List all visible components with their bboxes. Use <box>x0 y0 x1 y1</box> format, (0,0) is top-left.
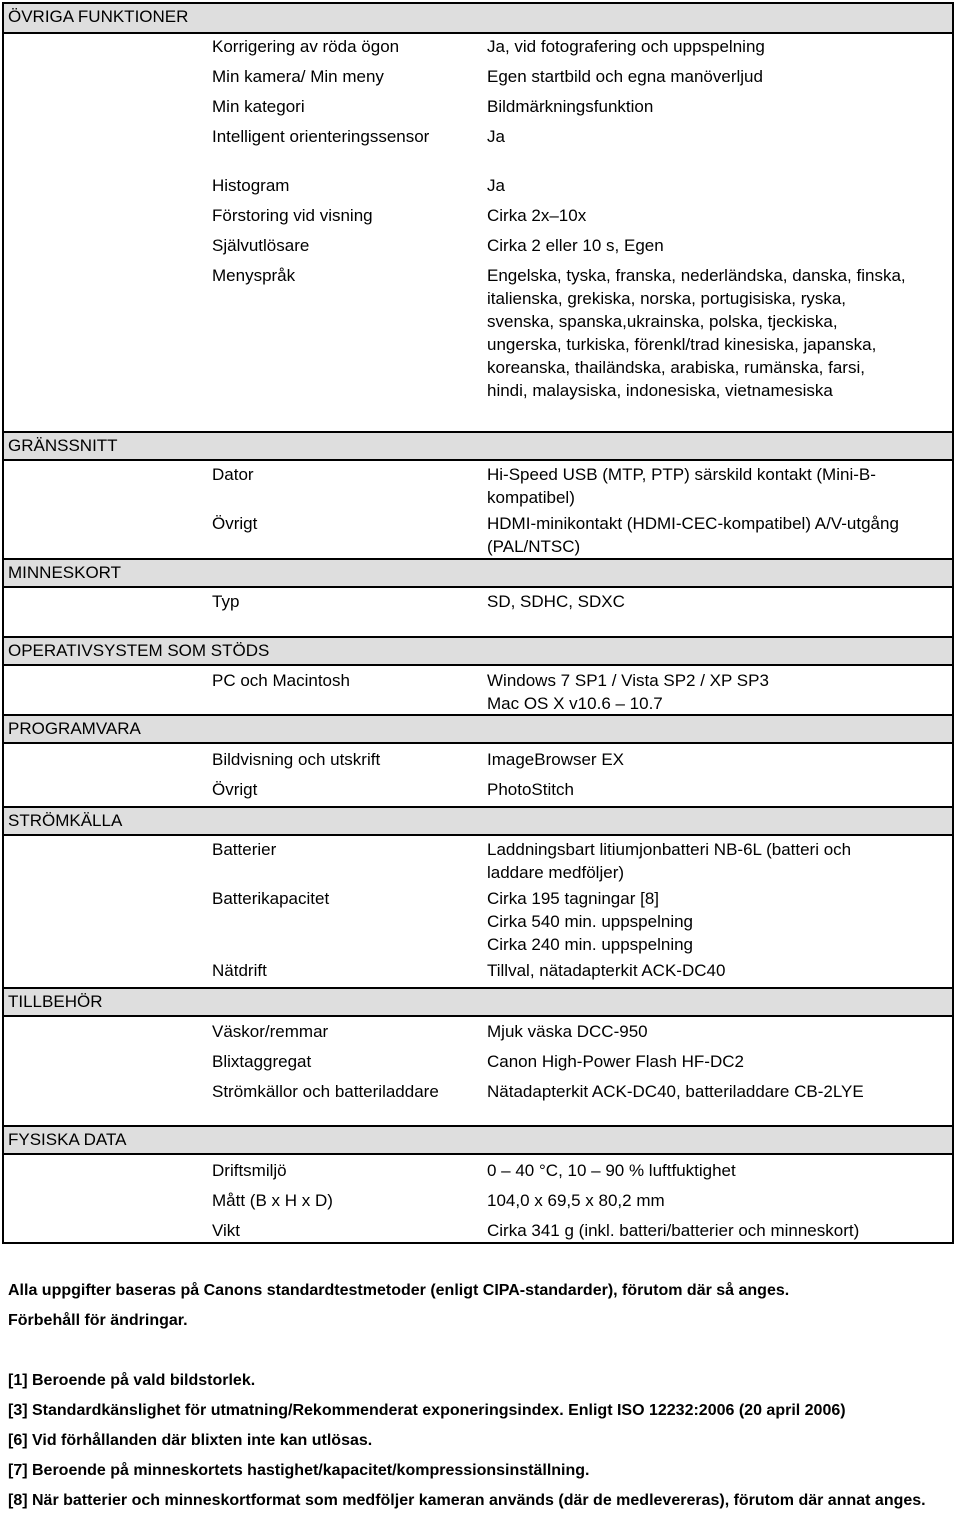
row-value-forstoring: Cirka 2x–10x <box>487 206 587 225</box>
footnote: [1] Beroende på vald bildstorlek. <box>8 1372 256 1389</box>
section-header-tillbehor: TILLBEHÖR <box>4 987 952 1017</box>
disclaimer-line: Alla uppgifter baseras på Canons standardtestmetoder (enligt CIPA-standarder), förutom där så anges. <box>8 1282 790 1299</box>
row-value-ovrigt-programvara: PhotoStitch <box>487 780 574 799</box>
row-label-ovrigt-granssnitt: Övrigt <box>212 514 258 533</box>
footnotes <box>8 1276 956 1516</box>
section-header-granssnitt: GRÄNSSNITT <box>4 431 952 461</box>
section-header-operativsystem: OPERATIVSYSTEM SOM STÖDS <box>4 636 952 666</box>
row-value-natdrift: Tillval, nätadapterkit ACK-DC40 <box>487 961 726 980</box>
footnote: [6] Vid förhållanden där blixten inte kan utlösas. <box>8 1432 373 1449</box>
row-label-orienteringssensor: Intelligent orienteringssensor <box>212 127 430 146</box>
row-value-blixtaggregat: Canon High-Power Flash HF-DC2 <box>487 1052 744 1071</box>
row-label-typ: Typ <box>212 592 240 611</box>
row-label-pc-mac: PC och Macintosh <box>212 671 350 690</box>
row-value-orienteringssensor: Ja <box>487 127 505 146</box>
footnote-spacer <box>8 1336 956 1366</box>
row-value-vikt: Cirka 341 g (inkl. batteri/batterier och minneskort) <box>487 1221 860 1240</box>
row-label-vaskor: Väskor/remmar <box>212 1022 329 1041</box>
row-label-histogram: Histogram <box>212 176 290 195</box>
section-header-minneskort: MINNESKORT <box>4 558 952 588</box>
row-label-batterier: Batterier <box>212 840 277 859</box>
row-value-roda-ogon: Ja, vid fotografering och uppspelning <box>487 37 765 56</box>
footnote: [8] När batterier och minneskortformat som medföljer kameran används (där de medlevereras), förutom där annat anges. <box>8 1492 926 1509</box>
row-label-sjalvutlosare: Självutlösare <box>212 236 310 255</box>
row-label-batterikapacitet: Batterikapacitet <box>212 889 330 908</box>
section-header-fysiska-data: FYSISKA DATA <box>4 1125 952 1155</box>
footnote: [7] Beroende på minneskortets hastighet/kapacitet/kompressionsinställning. <box>8 1462 590 1479</box>
row-value-sjalvutlosare: Cirka 2 eller 10 s, Egen <box>487 236 664 255</box>
row-label-roda-ogon: Korrigering av röda ögon <box>212 37 400 56</box>
row-value-menysprak: Engelska, tyska, franska, nederländska, danska, finska, italienska, grekiska, norska, portugisiska, ryska, svenska, spanska,ukrainska, polska, tjeckiska, ungerska, turkiska, förenkl/trad kinesiska, japanska, koreanska, thailändska, arabiska, rumänska, farsi, hindi, malaysiska, indonesiska, vietnamesiska <box>487 266 906 400</box>
row-label-min-kamera: Min kamera/ Min meny <box>212 67 384 86</box>
row-value-vaskor: Mjuk väska DCC-950 <box>487 1022 648 1041</box>
footnote: [3] Standardkänslighet för utmatning/Rekommenderat exponeringsindex. Enligt ISO 12232:2006 (20 april 2006) <box>8 1402 846 1419</box>
spec-table <box>2 2 954 1244</box>
section-header-programvara: PROGRAMVARA <box>4 714 952 744</box>
row-value-batterier: Laddningsbart litiumjonbatteri NB-6L (batteri och laddare medföljer) <box>487 840 852 882</box>
row-label-forstoring: Förstoring vid visning <box>212 206 373 225</box>
row-value-typ: SD, SDHC, SDXC <box>487 592 625 611</box>
row-value-histogram: Ja <box>487 176 505 195</box>
row-label-stromkallor: Strömkällor och batteriladdare <box>212 1082 439 1101</box>
disclaimer-line: Förbehåll för ändringar. <box>8 1312 188 1329</box>
row-value-pc-mac: Windows 7 SP1 / Vista SP2 / XP SP3 Mac OS X v10.6 – 10.7 <box>487 671 769 713</box>
row-label-menysprak: Menyspråk <box>212 266 296 285</box>
row-value-min-kategori: Bildmärkningsfunktion <box>487 97 654 116</box>
row-value-stromkallor: Nätadapterkit ACK-DC40, batteriladdare CB-2LYE <box>487 1082 864 1101</box>
row-label-vikt: Vikt <box>212 1221 241 1240</box>
row-label-driftsmiljo: Driftsmiljö <box>212 1161 287 1180</box>
section-header-stromkalla: STRÖMKÄLLA <box>4 806 952 836</box>
section-header-ovriga-funktioner: ÖVRIGA FUNKTIONER <box>4 4 952 34</box>
row-value-driftsmiljo: 0 – 40 °C, 10 – 90 % luftfuktighet <box>487 1161 736 1180</box>
row-label-dator: Dator <box>212 465 254 484</box>
row-value-dator: Hi-Speed USB (MTP, PTP) särskild kontakt (Mini-B- kompatibel) <box>487 465 876 507</box>
row-value-ovrigt-granssnitt: HDMI-minikontakt (HDMI-CEC-kompatibel) A/V-utgång (PAL/NTSC) <box>487 514 899 556</box>
row-label-ovrigt-programvara: Övrigt <box>212 780 258 799</box>
row-label-min-kategori: Min kategori <box>212 97 305 116</box>
row-value-min-kamera: Egen startbild och egna manöverljud <box>487 67 763 86</box>
row-label-matt: Mått (B x H x D) <box>212 1191 333 1210</box>
row-label-natdrift: Nätdrift <box>212 961 267 980</box>
row-value-bildvisning: ImageBrowser EX <box>487 750 624 769</box>
row-label-bildvisning: Bildvisning och utskrift <box>212 750 381 769</box>
row-value-batterikapacitet: Cirka 195 tagningar [8] Cirka 540 min. uppspelning Cirka 240 min. uppspelning <box>487 889 694 954</box>
row-label-blixtaggregat: Blixtaggregat <box>212 1052 312 1071</box>
row-value-matt: 104,0 x 69,5 x 80,2 mm <box>487 1191 665 1210</box>
